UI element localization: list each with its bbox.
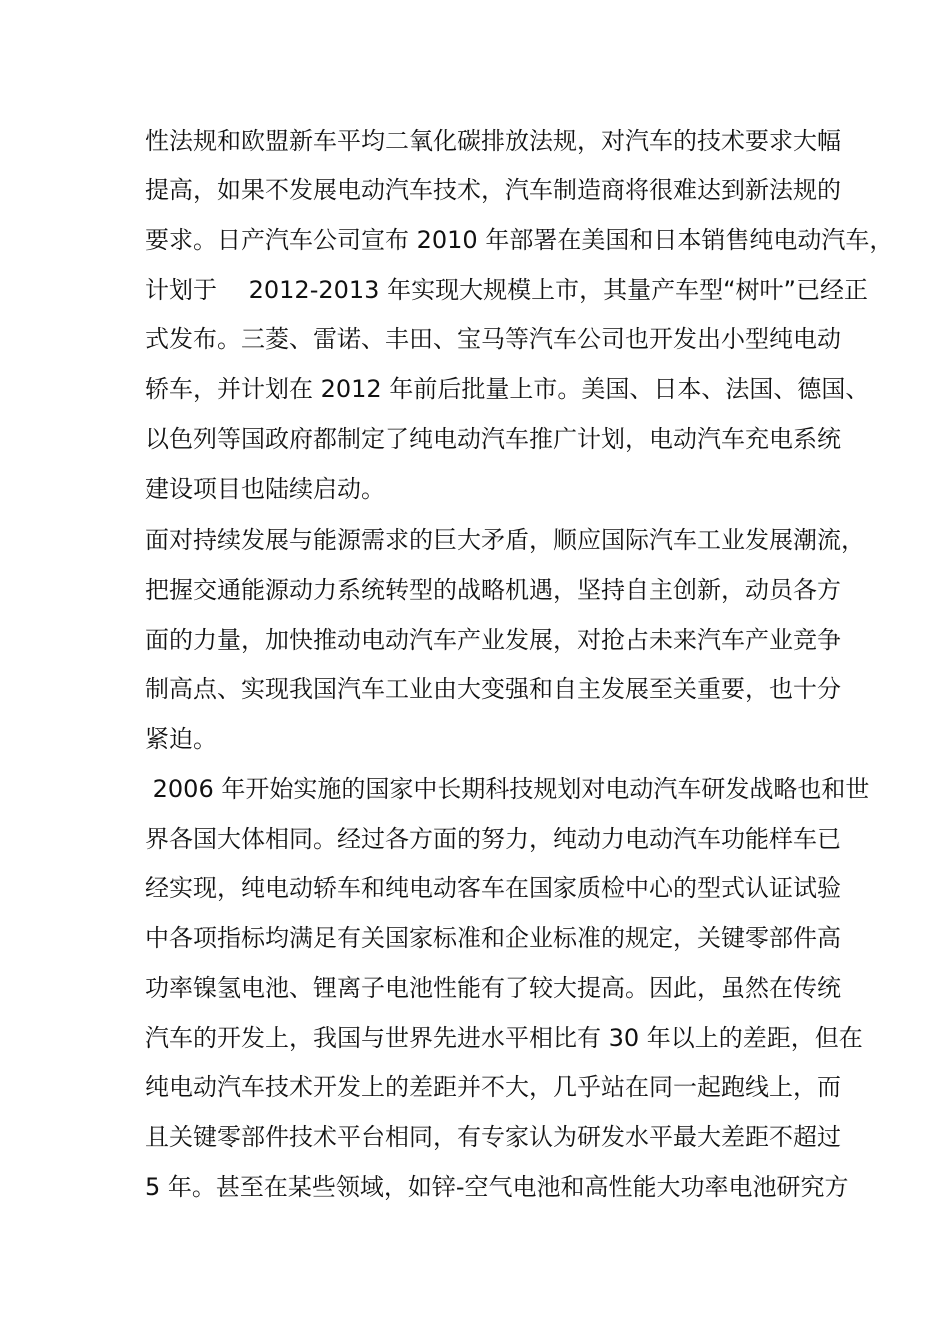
text-line: 功率镍氢电池、锂离子电池性能有了较大提高。因此，虽然在传统 — [145, 974, 841, 1002]
text-line: 建设项目也陆续启动。 — [145, 475, 385, 503]
text-line: 纯电动汽车技术开发上的差距并不大，几乎站在同一起跑线上，而 — [145, 1073, 841, 1101]
text-line: 汽车的开发上，我国与世界先进水平相比有 30 年以上的差距，但在 — [145, 1024, 863, 1052]
text-line: 中各项指标均满足有关国家标准和企业标准的规定，关键零部件高 — [145, 924, 841, 952]
text-line: 界各国大体相同。经过各方面的努力，纯动力电动汽车功能样车已 — [145, 825, 841, 853]
text-line: 且关键零部件技术平台相同，有专家认为研发水平最大差距不超过 — [145, 1123, 841, 1151]
text-line: 把握交通能源动力系统转型的战略机遇，坚持自主创新，动员各方 — [145, 576, 841, 604]
text-line: 5 年。甚至在某些领域，如锌-空气电池和高性能大功率电池研究方 — [145, 1173, 849, 1201]
text-line: 制高点、实现我国汽车工业由大变强和自主发展至关重要，也十分 — [145, 675, 841, 703]
text-line: 以色列等国政府都制定了纯电动汽车推广计划，电动汽车充电系统 — [145, 425, 841, 453]
text-line: 式发布。三菱、雷诺、丰田、宝马等汽车公司也开发出小型纯电动 — [145, 325, 841, 353]
text-line: 面对持续发展与能源需求的巨大矛盾，顺应国际汽车工业发展潮流， — [145, 526, 865, 554]
text-line: 紧迫。 — [145, 725, 217, 753]
text-line: 面的力量，加快推动电动汽车产业发展，对抢占未来汽车产业竞争 — [145, 626, 841, 654]
text-line: 提高，如果不发展电动汽车技术，汽车制造商将很难达到新法规的 — [145, 176, 841, 204]
text-line: 计划于 2012-2013 年实现大规模上市，其量产车型“树叶”已经正 — [145, 276, 868, 304]
text-line: 2006 年开始实施的国家中长期科技规划对电动汽车研发战略也和世 — [145, 775, 870, 803]
text-line: 经实现，纯电动轿车和纯电动客车在国家质检中心的型式认证试验 — [145, 874, 841, 902]
text-line: 轿车，并计划在 2012 年前后批量上市。美国、日本、法国、德国、 — [145, 375, 870, 403]
text-line: 要求。日产汽车公司宣布 2010 年部署在美国和日本销售纯电动汽车， — [145, 226, 894, 254]
text-line: 性法规和欧盟新车平均二氧化碳排放法规，对汽车的技术要求大幅 — [145, 127, 841, 155]
